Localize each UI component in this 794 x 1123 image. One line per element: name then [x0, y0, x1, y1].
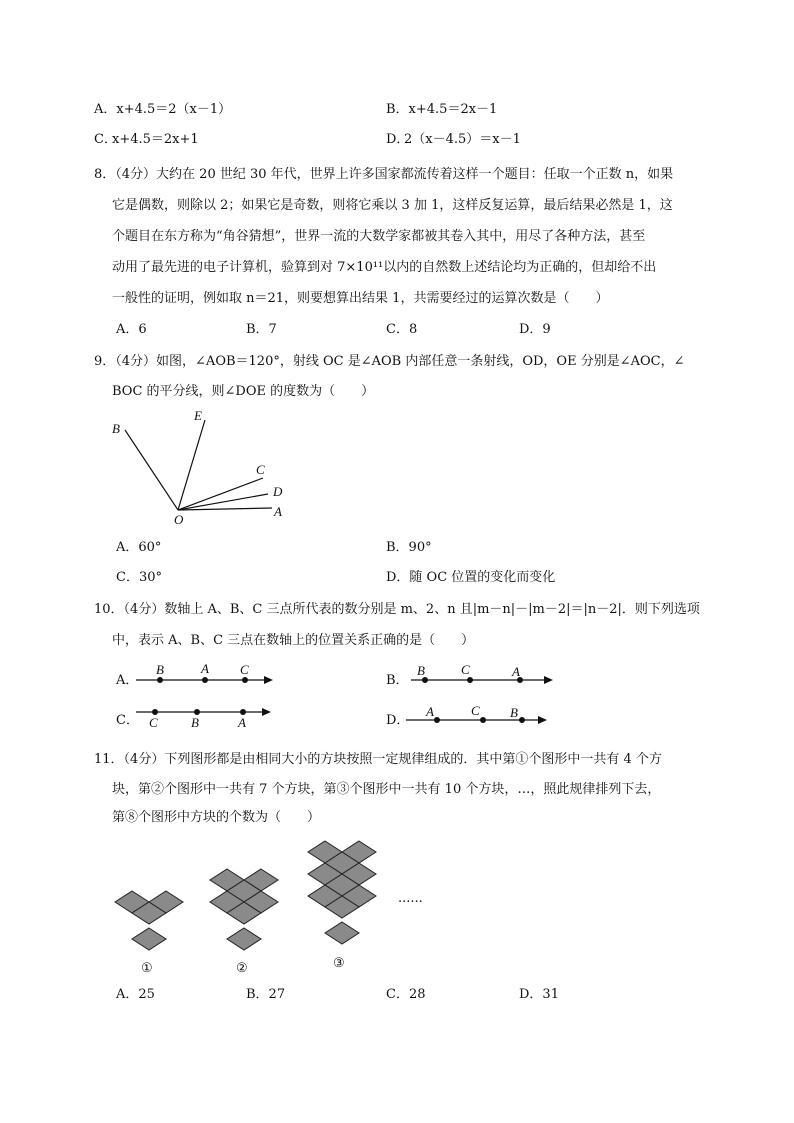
- q10-option-d-numberline: [400, 700, 555, 730]
- q7-option-b: B．x+4.5＝2x－1: [386, 102, 498, 117]
- q10-line: 中，表示 A、B、C 三点在数轴上的位置关系正确的是（ ）: [112, 633, 475, 648]
- point-c: [480, 717, 486, 723]
- q11-line: 第⑧个图形中方块的个数为（ ）: [112, 810, 321, 825]
- q9-angle-figure: [100, 400, 300, 530]
- point-b: [519, 717, 525, 723]
- q8-line: 个题目在东方称为“角谷猜想”，世界一流的大数学家都被其卷入其中，用尽了各种方法，甚至: [112, 229, 646, 244]
- label-a: A: [274, 504, 282, 519]
- label-c: C: [240, 662, 249, 677]
- q10-line: 10．（4分）数轴上 A、B、C 三点所代表的数分别是 m、2、n 且|m－n|－|m－2|＝|n－2|．则下列选项: [94, 602, 700, 617]
- point-c: [242, 677, 248, 683]
- point-a: [202, 677, 208, 683]
- q8-option-a: A．6: [116, 322, 147, 337]
- q11-option-b: B．27: [246, 987, 286, 1002]
- q10-option-c-label: C．: [116, 713, 139, 728]
- figure-3-label: ③: [333, 956, 345, 971]
- q11-line: 11．（4分）下列图形都是由相同大小的方块按照一定规律组成的．其中第①个图形中一共有 4 个方: [94, 752, 662, 767]
- q10-option-a-label: A．: [116, 673, 139, 688]
- q8-option-b: B．7: [246, 322, 277, 337]
- label-a: A: [512, 664, 520, 679]
- q9-line: 9．（4分）如图，∠AOB＝120°，射线 OC 是∠AOB 内部任意一条射线，OD，OE 分别是∠AOC，∠: [94, 354, 685, 369]
- q11-option-d: D．31: [519, 987, 559, 1002]
- ray-oc: [178, 478, 263, 510]
- label-d: D: [273, 484, 283, 499]
- label-o: O: [174, 512, 184, 527]
- figure-1: [115, 891, 183, 950]
- q10-option-d-label: D．: [386, 713, 410, 728]
- q7-option-d: 2（x－4.5）＝x－1: [404, 132, 521, 147]
- q7-option-c: x+4.5＝2x+1: [112, 132, 199, 147]
- label-c: C: [471, 703, 480, 718]
- q11-block-figures: [105, 832, 445, 980]
- label-a: A: [426, 704, 434, 719]
- label-b: B: [417, 663, 425, 678]
- label-a: A: [238, 715, 246, 730]
- ray-oe: [178, 420, 205, 510]
- figure-2: [210, 869, 278, 950]
- ray-ob: [125, 430, 178, 510]
- label-b: B: [191, 715, 199, 730]
- point-b: [157, 677, 163, 683]
- label-c: C: [256, 462, 265, 477]
- q9-option-d: D．随 OC 位置的变化而变化: [386, 570, 556, 585]
- q9-option-b: B．90°: [386, 540, 432, 555]
- q11-line: 块，第②个图形中一共有 7 个方块，第③个图形中一共有 10 个方块，…，照此规律排列下去，: [112, 782, 661, 797]
- label-c: C: [461, 662, 470, 677]
- q10-option-b-label: B．: [386, 673, 409, 688]
- q9-line: BOC 的平分线，则∠DOE 的度数为（ ）: [112, 384, 375, 399]
- q8-line: 一般性的证明，例如取 n＝21，则要想算出结果 1，共需要经过的运算次数是（ ）: [112, 291, 609, 306]
- q9-option-a: A．60°: [116, 540, 162, 555]
- q9-option-c: C．30°: [116, 570, 162, 585]
- label-b: B: [112, 421, 120, 436]
- q8-line: 动用了最先进的电子计算机，验算到对 7×10¹¹以内的自然数上述结论均为正确的，但却给不出: [112, 260, 657, 275]
- q11-option-a: A．25: [116, 987, 155, 1002]
- figure-2-label: ②: [236, 961, 248, 976]
- q10-option-b-numberline: [405, 660, 560, 690]
- ellipsis: ......: [398, 891, 423, 906]
- q8-line: 它是偶数，则除以 2；如果它是奇数，则将它乘以 3 加 1，这样反复运算，最后结果必然是 1，这: [112, 198, 673, 213]
- label-b: B: [156, 662, 164, 677]
- point-c: [467, 677, 473, 683]
- label-e: E: [194, 408, 202, 423]
- q8-option-c: C．8: [386, 322, 418, 337]
- label-b: B: [510, 705, 518, 720]
- q10-option-a-numberline: [130, 660, 280, 690]
- ray-od: [178, 494, 268, 510]
- label-a: A: [201, 661, 209, 676]
- ray-oa: [178, 508, 272, 510]
- q7-option-a: A．x+4.5＝2（x－1）: [94, 102, 232, 117]
- figure-1-label: ①: [141, 961, 153, 976]
- q10-option-c-numberline: [130, 700, 280, 730]
- point-a: [434, 717, 440, 723]
- q7-option-d-label: D．: [386, 132, 410, 147]
- figure-3: [308, 841, 376, 944]
- q8-option-d: D．9: [519, 322, 551, 337]
- label-c: C: [149, 715, 158, 730]
- q7-option-c-label: C．: [94, 132, 117, 147]
- q8-line: 8．（4分）大约在 20 世纪 30 年代，世界上许多国家都流传着这样一个题目：任取一个正数 n，如果: [94, 167, 674, 182]
- q11-option-c: C．28: [386, 987, 426, 1002]
